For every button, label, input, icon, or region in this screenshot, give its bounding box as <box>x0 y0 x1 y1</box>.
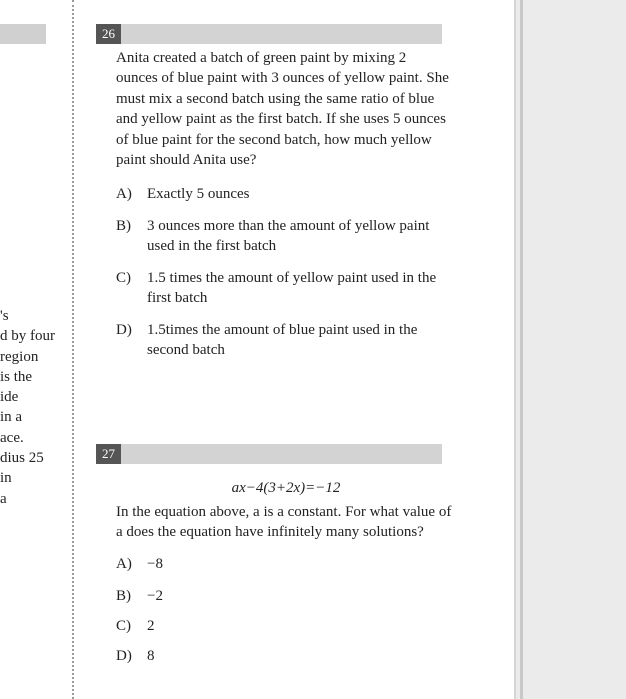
left-column-fragment <box>0 306 68 509</box>
choice-line: 1.5 times the amount of yellow paint used in the <box>147 270 437 286</box>
choice-letter: B) <box>116 588 131 604</box>
stem-line: paint should Anita use? <box>116 152 257 169</box>
fragment-line: in <box>0 470 12 487</box>
choice-line: Exactly 5 ounces <box>147 186 250 202</box>
choice-text <box>147 216 429 257</box>
stem-line: must mix a second batch using the same ratio of blue <box>116 90 435 107</box>
choice-letter: A) <box>116 556 132 572</box>
column-divider <box>72 0 74 699</box>
choice-letter: A) <box>116 186 132 202</box>
choice-text <box>147 586 163 606</box>
choice-line: 1.5times the amount of blue paint used in the <box>147 322 418 338</box>
question-26-stem <box>116 48 466 170</box>
question-number: 27 <box>96 444 121 464</box>
choice-line: second batch <box>147 342 225 359</box>
question-27-header <box>96 444 442 464</box>
choice-letter: B) <box>116 218 131 234</box>
stem-line: of blue paint for the second batch, how much yellow <box>116 131 432 148</box>
stem-line: In the equation above, a is a constant. For what value of <box>116 504 452 520</box>
choice-line: used in the first batch <box>147 238 277 255</box>
choice-value: 8 <box>147 648 155 664</box>
choice-text <box>147 554 163 574</box>
choice-value: −8 <box>147 556 163 572</box>
fragment-line: a <box>0 490 7 507</box>
fragment-line: region <box>0 348 39 365</box>
viewer-background <box>514 0 626 699</box>
choice-text <box>147 320 417 361</box>
fragment-line: dius 25 <box>0 450 44 467</box>
choice-text <box>147 646 155 666</box>
page-edge <box>514 0 516 699</box>
choice-letter: D) <box>116 648 132 664</box>
stem-line: Anita created a batch of green paint by mixing 2 <box>116 50 407 66</box>
question-number: 26 <box>96 24 121 44</box>
question-27-stem <box>116 502 466 543</box>
fragment-line: d by four <box>0 328 55 345</box>
choice-value: 2 <box>147 618 155 634</box>
choice-letter: D) <box>116 322 132 338</box>
fragment-line: ace. <box>0 429 24 446</box>
choice-letter: C) <box>116 618 131 634</box>
stem-line: ounces of blue paint with 3 ounces of yellow paint. She <box>116 70 449 87</box>
choice-letter: C) <box>116 270 131 286</box>
fragment-line: is the <box>0 368 33 385</box>
choice-line: first batch <box>147 290 208 307</box>
choice-value: −2 <box>147 588 163 604</box>
choice-text <box>147 184 249 204</box>
prev-question-bar <box>0 24 46 44</box>
stem-line: a does the equation have infinitely many solutions? <box>116 524 424 541</box>
page-edge-shadow <box>520 0 523 699</box>
stem-line: and yellow paint as the first batch. If she uses 5 ounces <box>116 111 446 128</box>
fragment-line: in a <box>0 409 23 426</box>
choice-text <box>147 268 436 309</box>
choice-text <box>147 616 155 636</box>
choice-line: 3 ounces more than the amount of yellow paint <box>147 218 430 234</box>
question-26-header <box>96 24 442 44</box>
fragment-line: ide <box>0 389 19 406</box>
equation: ax−4(3+2x)=−12 <box>231 480 341 496</box>
fragment-line: 's <box>0 308 9 324</box>
